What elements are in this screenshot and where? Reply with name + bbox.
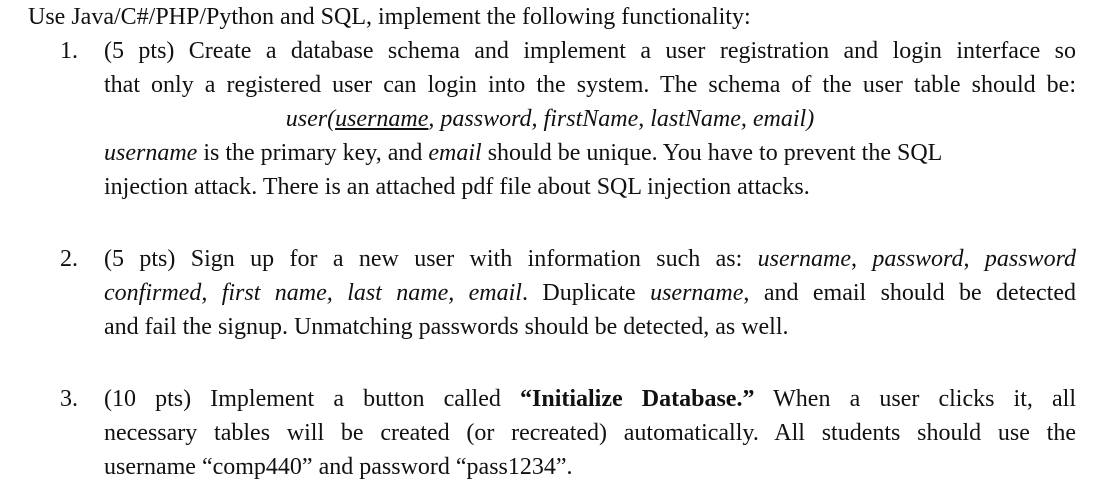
item-number: 2. — [60, 246, 78, 272]
item-line: that only a registered user can login into the system. The schema of the user table should be: — [104, 72, 1076, 98]
item-line — [104, 382, 1076, 416]
requirement-item-1 — [60, 34, 1076, 204]
requirement-item-2 — [60, 242, 1076, 344]
emphasis-fields: confirmed, first name, last name, email — [104, 280, 522, 306]
text-run: (5 pts) Sign up for a new user with information such as: — [104, 246, 758, 272]
emphasis-username: username — [650, 280, 744, 306]
item-line — [104, 136, 1076, 170]
item-line: injection attack. There is an attached pdf file about SQL injection attacks. — [104, 174, 810, 200]
item-number: 3. — [60, 386, 78, 412]
text-run: , — [963, 246, 985, 272]
item-body — [104, 382, 1076, 484]
emphasis-password: password — [872, 246, 964, 272]
emphasis-email: email — [428, 140, 482, 166]
text-run: . Duplicate — [521, 280, 651, 306]
emphasis-username: username — [757, 246, 851, 272]
item-line: and fail the signup. Unmatching passwords should be detected, as well. — [104, 314, 789, 340]
item-line — [104, 242, 1076, 276]
schema-definition — [104, 102, 1076, 136]
emphasis-username: username — [104, 140, 198, 166]
text-run: , — [850, 246, 873, 272]
bold-button-name: “Initialize Database.” — [520, 386, 755, 412]
item-line: necessary tables will be created (or recreated) automatically. All students should use the — [104, 420, 1076, 446]
text-run: should be unique. You have to prevent the SQL — [481, 140, 943, 166]
schema-primary-key: username — [335, 106, 429, 132]
text-run: When a user clicks it, all — [754, 386, 1077, 412]
item-line: (5 pts) Create a database schema and implement a user registration and login interface so — [104, 38, 1076, 64]
item-line: username “comp440” and password “pass1234”. — [104, 454, 573, 480]
text-run: (10 pts) Implement a button called — [104, 386, 520, 412]
item-body — [104, 242, 1076, 344]
item-body — [104, 34, 1076, 204]
emphasis-password: password — [984, 246, 1077, 272]
item-number: 1. — [60, 38, 78, 64]
requirement-item-3 — [60, 382, 1076, 484]
schema-fields: , password, firstName, lastName, email) — [428, 106, 815, 132]
text-run: , and email should be detected — [743, 280, 1076, 306]
intro-text: Use Java/C#/PHP/Python and SQL, implement the following functionality: — [28, 4, 751, 30]
text-run: is the primary key, and — [197, 140, 429, 166]
item-line — [104, 276, 1076, 310]
schema-prefix: user( — [285, 106, 336, 132]
